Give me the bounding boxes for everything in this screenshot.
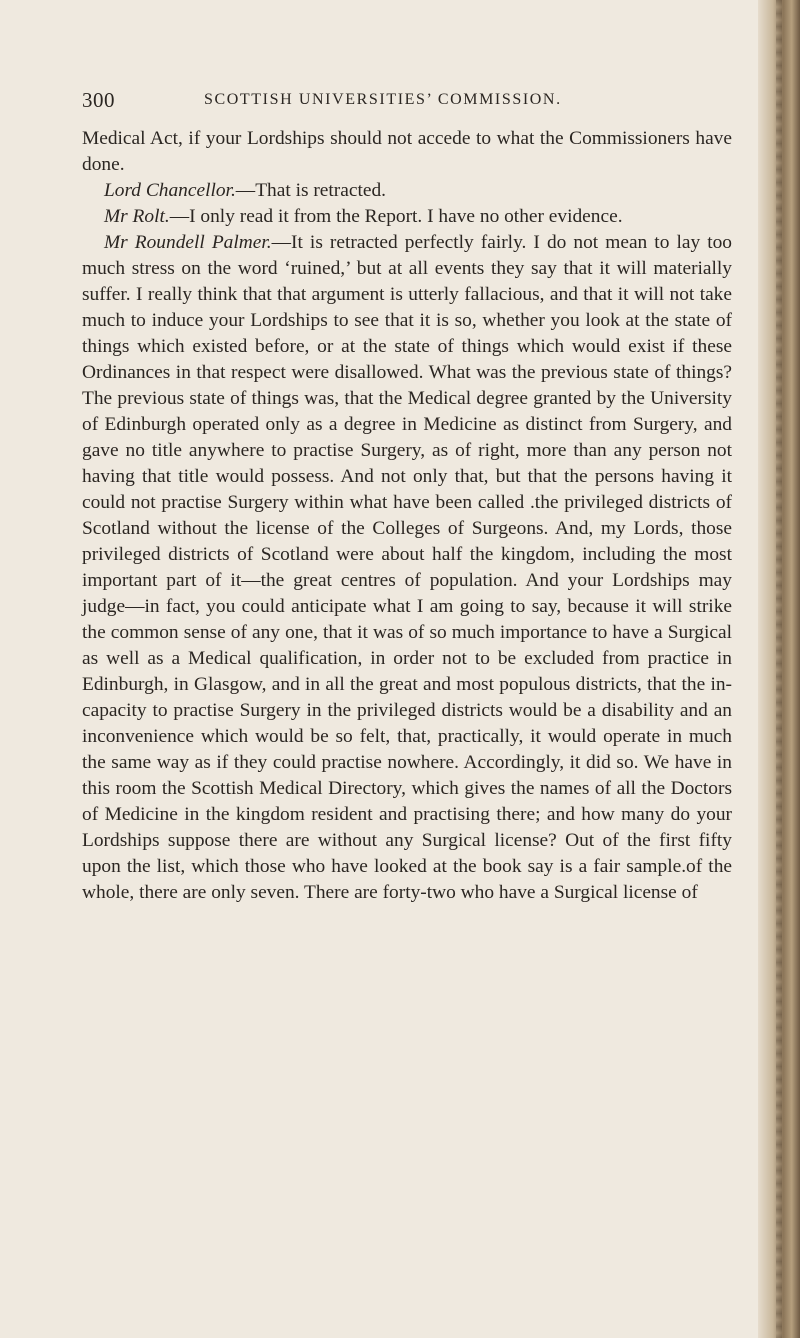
paragraph-text: Medical Act, if your Lordships should not accede to what the Commissioners have done. [82,128,732,175]
paragraph-text: —That is retracted. [235,180,387,201]
paragraph-continuation [82,126,732,178]
paragraph-text: —I only read it from the Report. I have no other evidence. [169,206,623,227]
speaker-name: Mr Rolt. [104,206,170,227]
body-text [82,126,732,906]
paragraph-mr-rolt [82,204,732,230]
paragraph-lord-chancellor [82,178,732,204]
speaker-name: Lord Chancellor. [104,180,236,201]
paragraph-text: —It is retracted perfectly fairly. I do not mean to lay too much stress on the word ‘ruined,’ but at all events they say that it will materially suffer. I really think that that argument is utterly fallacious, and that it will not take much to induce your Lordships to see that it is so, whether you look at the state of things which existed before, or at the state of things which would exist if these Ordinances in that respect were disallowed. What was the previous state of things? The previous state of things was, that the Medical degree granted by the University of Edinburgh operated only as a degree in Medicine as distinct from Surgery, and gave no title anywhere to practise Surgery, as of right, more than any person not having that title would possess. And not only that, but that the persons having it could not practise Surgery within what have been called .the privileged districts of Scotland without the license of the Colleges of Surgeons. And, my Lords, those privileged districts of Scotland were about half the kingdom, including the most important part of it—the great centres of population. And your Lordships may judge—in fact, you could anticipate what I am going to say, because it will strike the common sense of any one, that it was of so much importance to have a Surgical as well as a Medical qualification, in order not to be excluded from practice in Edinburgh, in Glasgow, and in all the great and most populous districts, that the incapacity to practise Surgery in the privileged districts would be a disability and an inconvenience which would be so felt, that, practically, it would operate in much the same way as if they could practise nowhere. Accordingly, it did so. We have in this room the Scottish Medical Directory, which gives the names of all the Doctors of Medicine in the kingdom resident and practising there; and how many do your Lordships suppose there are without any Surgical license? Out of the first fifty upon the list, which those who have looked at the book say is a fair sample.of the whole, there are only seven. There are forty-two who have a Surgical license of [82,232,732,903]
page-number: 300 [82,88,115,112]
speaker-name: Mr Roundell Palmer. [104,232,272,253]
paragraph-mr-roundell-palmer [82,230,732,906]
running-head: SCOTTISH UNIVERSITIES’ COMMISSION. [204,91,562,108]
book-page-edge [758,0,800,1338]
page-header [82,88,732,114]
